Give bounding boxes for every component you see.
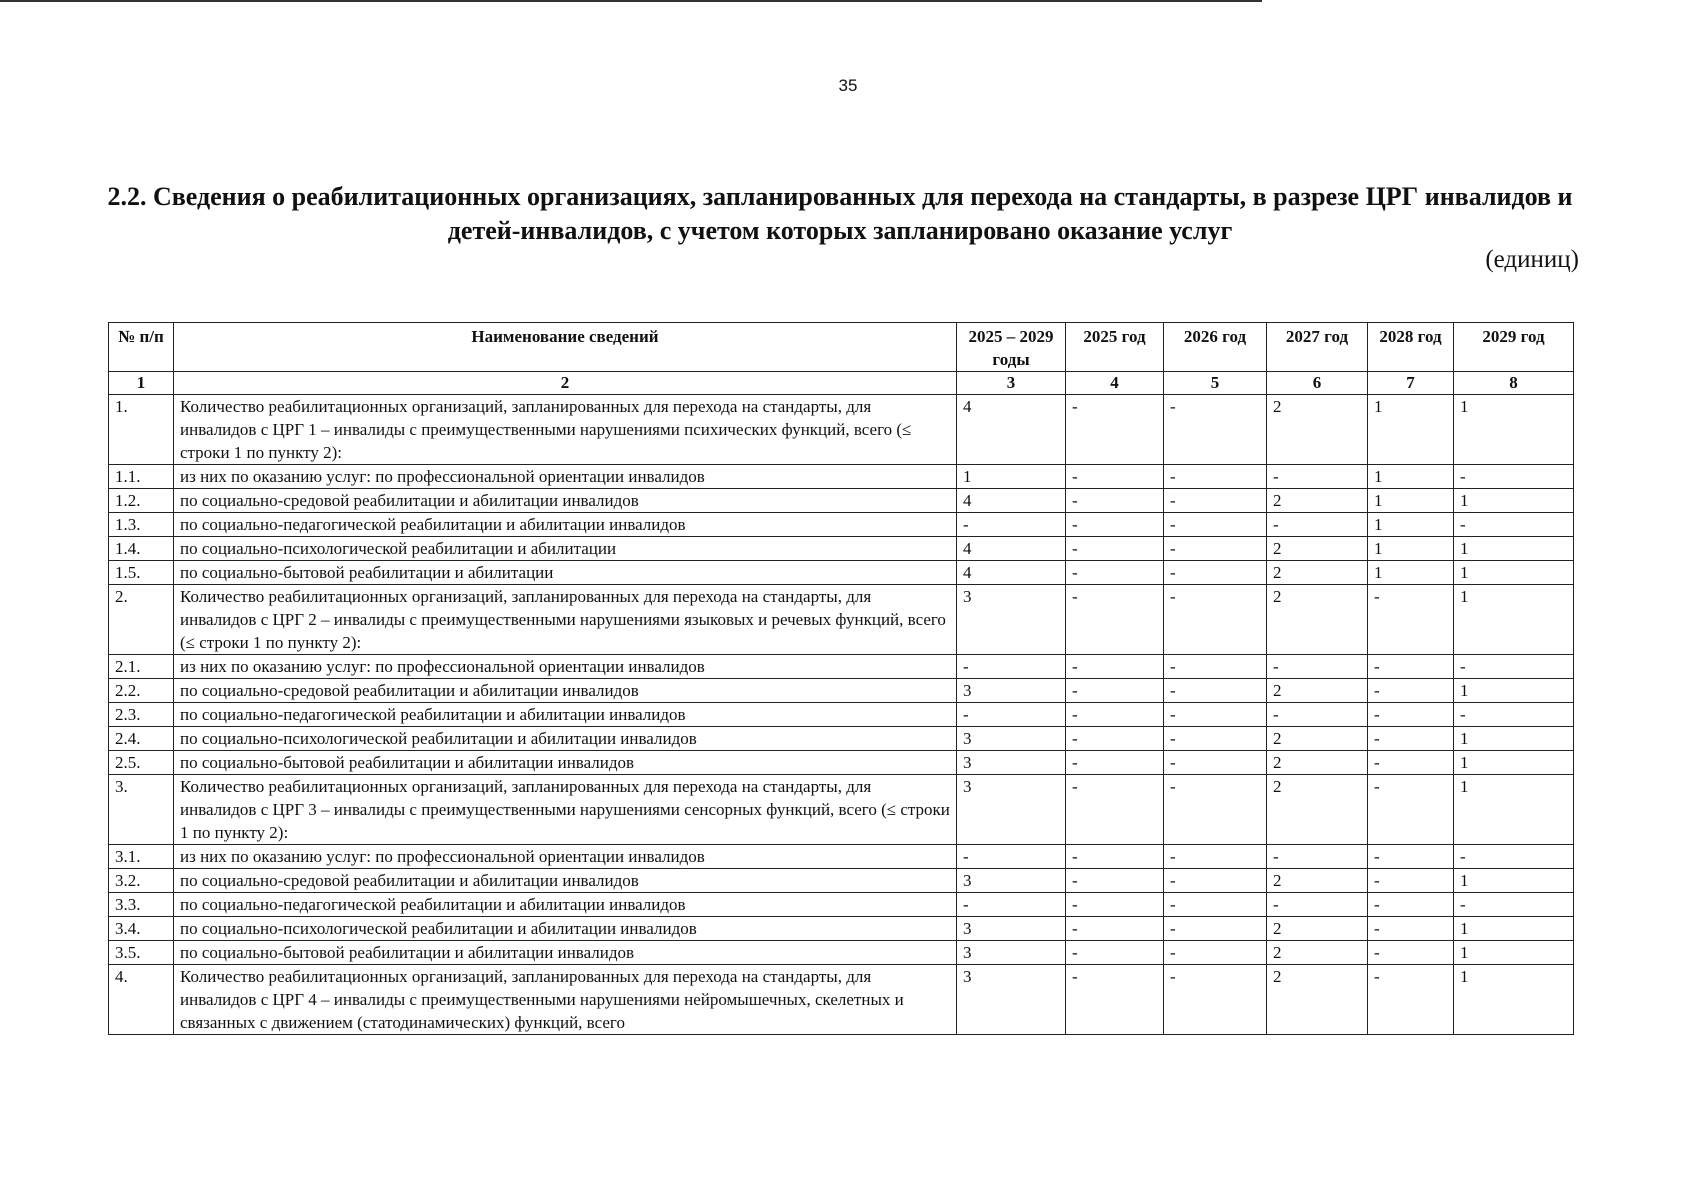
row-index: 3.2. (109, 869, 174, 893)
header-cell: 2028 год (1368, 323, 1454, 372)
row-value: 3 (957, 965, 1066, 1035)
row-value: - (957, 893, 1066, 917)
row-value: - (1267, 703, 1368, 727)
row-value: - (1066, 917, 1164, 941)
row-description: по социально-психологической реабилитации и абилитации (174, 537, 957, 561)
table-row (109, 703, 1574, 727)
row-value: - (1164, 775, 1267, 845)
row-value: 1 (957, 465, 1066, 489)
row-value: - (1066, 751, 1164, 775)
row-value: 1 (1454, 679, 1574, 703)
row-value: 3 (957, 869, 1066, 893)
row-index: 1.5. (109, 561, 174, 585)
row-description: по социально-средовой реабилитации и абилитации инвалидов (174, 869, 957, 893)
row-value: - (1066, 893, 1164, 917)
header-cell: 2026 год (1164, 323, 1267, 372)
row-value: - (1066, 965, 1164, 1035)
row-value: 2 (1267, 751, 1368, 775)
row-value: - (1368, 845, 1454, 869)
row-value: - (957, 513, 1066, 537)
row-value: 1 (1368, 465, 1454, 489)
row-value: 1 (1368, 489, 1454, 513)
row-value: - (1368, 655, 1454, 679)
row-value: - (1066, 869, 1164, 893)
row-description: по социально-психологической реабилитации и абилитации инвалидов (174, 727, 957, 751)
table-row (109, 845, 1574, 869)
row-value: 2 (1267, 395, 1368, 465)
row-value: - (1454, 513, 1574, 537)
row-value: - (1267, 845, 1368, 869)
row-index: 1.1. (109, 465, 174, 489)
header-cell: 2027 год (1267, 323, 1368, 372)
row-value: 1 (1368, 561, 1454, 585)
column-number: 7 (1368, 372, 1454, 395)
row-value: - (1164, 465, 1267, 489)
row-value: - (1164, 965, 1267, 1035)
row-value: - (957, 845, 1066, 869)
row-value: - (1066, 727, 1164, 751)
row-value: - (1267, 893, 1368, 917)
section-title: 2.2. Сведения о реабилитационных организациях, запланированных для перехода на стандарты, в разрезе ЦРГ инвалидов и детей-инвалидов, с учетом которых запланировано оказание услуг (107, 182, 1573, 245)
row-value: 1 (1454, 775, 1574, 845)
row-description: по социально-средовой реабилитации и абилитации инвалидов (174, 489, 957, 513)
row-value: - (1267, 465, 1368, 489)
row-value: - (1164, 751, 1267, 775)
row-value: 1 (1368, 513, 1454, 537)
row-value: 2 (1267, 727, 1368, 751)
row-index: 3. (109, 775, 174, 845)
table-row (109, 965, 1574, 1035)
row-value: 2 (1267, 775, 1368, 845)
header-cell: № п/п (109, 323, 174, 372)
row-value: - (1164, 893, 1267, 917)
table-row (109, 513, 1574, 537)
row-value: - (1368, 917, 1454, 941)
row-index: 3.4. (109, 917, 174, 941)
table-row (109, 537, 1574, 561)
row-value: - (1454, 893, 1574, 917)
row-description: из них по оказанию услуг: по профессиональной ориентации инвалидов (174, 655, 957, 679)
row-value: - (1164, 845, 1267, 869)
table-row (109, 489, 1574, 513)
row-index: 1. (109, 395, 174, 465)
row-value: 2 (1267, 965, 1368, 1035)
units-label: (единиц) (1485, 246, 1579, 273)
column-number: 4 (1066, 372, 1164, 395)
table-row (109, 679, 1574, 703)
row-value: 3 (957, 679, 1066, 703)
row-value: - (1066, 537, 1164, 561)
row-value: - (1164, 537, 1267, 561)
row-value: 1 (1454, 869, 1574, 893)
row-index: 3.5. (109, 941, 174, 965)
row-index: 1.4. (109, 537, 174, 561)
row-value: - (1164, 917, 1267, 941)
row-value: - (1164, 679, 1267, 703)
header-cell: Наименование сведений (174, 323, 957, 372)
row-value: - (1164, 941, 1267, 965)
row-value: - (1066, 561, 1164, 585)
row-description: по социально-педагогической реабилитации и абилитации инвалидов (174, 893, 957, 917)
row-index: 2.5. (109, 751, 174, 775)
row-index: 1.3. (109, 513, 174, 537)
row-description: по социально-бытовой реабилитации и абилитации (174, 561, 957, 585)
row-description: из них по оказанию услуг: по профессиональной ориентации инвалидов (174, 845, 957, 869)
row-value: - (1368, 751, 1454, 775)
row-value: - (1368, 775, 1454, 845)
column-number: 1 (109, 372, 174, 395)
table-body (109, 395, 1574, 1035)
table-row (109, 917, 1574, 941)
row-value: - (1267, 513, 1368, 537)
row-value: - (1368, 869, 1454, 893)
table-row (109, 775, 1574, 845)
row-value: - (1267, 655, 1368, 679)
row-value: 3 (957, 775, 1066, 845)
header-row (109, 323, 1574, 372)
row-value: 2 (1267, 561, 1368, 585)
row-description: по социально-педагогической реабилитации и абилитации инвалидов (174, 513, 957, 537)
row-value: 3 (957, 727, 1066, 751)
row-value: - (1164, 869, 1267, 893)
row-value: 4 (957, 489, 1066, 513)
table-row (109, 893, 1574, 917)
row-value: - (1454, 465, 1574, 489)
organizations-table (108, 322, 1574, 1035)
row-index: 2. (109, 585, 174, 655)
row-value: - (1368, 727, 1454, 751)
row-description: по социально-бытовой реабилитации и абилитации инвалидов (174, 941, 957, 965)
row-value: - (957, 655, 1066, 679)
header-cell: 2025 – 2029 годы (957, 323, 1066, 372)
top-rule (0, 0, 1262, 2)
row-value: 3 (957, 751, 1066, 775)
header-cell: 2025 год (1066, 323, 1164, 372)
row-index: 2.4. (109, 727, 174, 751)
row-value: - (957, 703, 1066, 727)
row-value: - (1066, 775, 1164, 845)
row-description: по социально-бытовой реабилитации и абилитации инвалидов (174, 751, 957, 775)
table-row (109, 941, 1574, 965)
row-value: - (1066, 845, 1164, 869)
row-value: 1 (1454, 585, 1574, 655)
row-value: - (1066, 585, 1164, 655)
row-value: - (1368, 941, 1454, 965)
column-number: 8 (1454, 372, 1574, 395)
column-number-row (109, 372, 1574, 395)
row-index: 2.2. (109, 679, 174, 703)
table-row (109, 465, 1574, 489)
table-row (109, 585, 1574, 655)
row-description: по социально-педагогической реабилитации и абилитации инвалидов (174, 703, 957, 727)
row-value: 2 (1267, 679, 1368, 703)
row-index: 3.3. (109, 893, 174, 917)
row-value: 1 (1368, 537, 1454, 561)
row-index: 1.2. (109, 489, 174, 513)
row-value: 4 (957, 561, 1066, 585)
row-value: - (1368, 965, 1454, 1035)
row-value: 1 (1454, 489, 1574, 513)
row-value: - (1164, 703, 1267, 727)
row-value: 1 (1454, 727, 1574, 751)
row-description: по социально-психологической реабилитации и абилитации инвалидов (174, 917, 957, 941)
row-value: 2 (1267, 917, 1368, 941)
row-value: - (1066, 703, 1164, 727)
row-value: 3 (957, 941, 1066, 965)
row-value: - (1066, 489, 1164, 513)
column-number: 3 (957, 372, 1066, 395)
row-value: - (1454, 703, 1574, 727)
row-value: 1 (1454, 917, 1574, 941)
row-value: - (1164, 513, 1267, 537)
row-description: по социально-средовой реабилитации и абилитации инвалидов (174, 679, 957, 703)
row-value: 1 (1454, 751, 1574, 775)
row-value: - (1066, 395, 1164, 465)
row-value: 1 (1454, 561, 1574, 585)
column-number: 2 (174, 372, 957, 395)
row-value: 3 (957, 917, 1066, 941)
row-value: - (1066, 679, 1164, 703)
row-value: - (1454, 845, 1574, 869)
row-value: 2 (1267, 941, 1368, 965)
row-description: Количество реабилитационных организаций, запланированных для перехода на стандарты, для инвалидов с ЦРГ 2 – инвалиды с преимущественными нарушениями языковых и речевых функций, всего (≤ строки 1 по пункту 2): (174, 585, 957, 655)
row-value: - (1164, 655, 1267, 679)
table-row (109, 395, 1574, 465)
row-value: 1 (1454, 537, 1574, 561)
table-row (109, 869, 1574, 893)
header-cell: 2029 год (1454, 323, 1574, 372)
column-number: 5 (1164, 372, 1267, 395)
row-value: - (1066, 655, 1164, 679)
row-value: - (1454, 655, 1574, 679)
row-value: 2 (1267, 537, 1368, 561)
row-description: Количество реабилитационных организаций, запланированных для перехода на стандарты, для инвалидов с ЦРГ 1 – инвалиды с преимущественными нарушениями психических функций, всего (≤ строки 1 по пункту 2): (174, 395, 957, 465)
row-value: - (1164, 585, 1267, 655)
row-value: - (1368, 679, 1454, 703)
row-value: 4 (957, 395, 1066, 465)
column-number: 6 (1267, 372, 1368, 395)
row-value: - (1164, 395, 1267, 465)
row-value: 1 (1454, 395, 1574, 465)
row-index: 2.1. (109, 655, 174, 679)
row-value: 2 (1267, 489, 1368, 513)
row-description: из них по оказанию услуг: по профессиональной ориентации инвалидов (174, 465, 957, 489)
row-value: - (1066, 465, 1164, 489)
row-index: 4. (109, 965, 174, 1035)
table-row (109, 751, 1574, 775)
row-value: - (1368, 585, 1454, 655)
row-description: Количество реабилитационных организаций, запланированных для перехода на стандарты, для инвалидов с ЦРГ 3 – инвалиды с преимущественными нарушениями сенсорных функций, всего (≤ строки 1 по пункту 2): (174, 775, 957, 845)
row-value: - (1368, 893, 1454, 917)
row-value: 1 (1368, 395, 1454, 465)
page-number: 35 (838, 76, 858, 95)
row-value: - (1066, 513, 1164, 537)
table-row (109, 727, 1574, 751)
row-value: 1 (1454, 941, 1574, 965)
row-value: - (1368, 703, 1454, 727)
row-value: - (1164, 489, 1267, 513)
row-value: 3 (957, 585, 1066, 655)
row-value: - (1164, 561, 1267, 585)
row-value: 2 (1267, 869, 1368, 893)
row-index: 2.3. (109, 703, 174, 727)
row-description: Количество реабилитационных организаций, запланированных для перехода на стандарты, для инвалидов с ЦРГ 4 – инвалиды с преимущественными нарушениями нейромышечных, скелетных и связанных с движением (статодинамических) функций, всего (174, 965, 957, 1035)
table-row (109, 561, 1574, 585)
table-row (109, 655, 1574, 679)
row-value: 2 (1267, 585, 1368, 655)
row-value: - (1164, 727, 1267, 751)
row-value: 4 (957, 537, 1066, 561)
row-index: 3.1. (109, 845, 174, 869)
row-value: 1 (1454, 965, 1574, 1035)
row-value: - (1066, 941, 1164, 965)
